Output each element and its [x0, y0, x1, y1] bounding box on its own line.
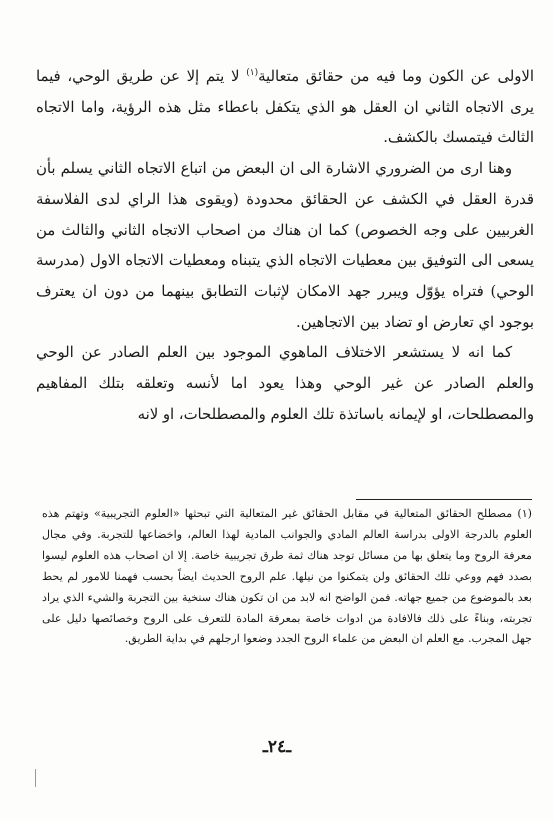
main-text — [36, 62, 534, 430]
paragraph-1-start: الاولى عن الكون وما فيه من حقائق متعالية — [258, 68, 534, 85]
footnote — [42, 504, 532, 650]
paragraph-1 — [36, 62, 534, 154]
paragraph-1-rest: لا يتم إلا عن طريق الوحي، فيما يرى الاتجاه الثاني ان العقل هو الذي يتكفل باعطاء مثل هذه الرؤية، واما الاتجاه الثالث فيتمسك بالكشف. — [36, 68, 534, 147]
paragraph-3: كما انه لا يستشعر الاختلاف الماهوي الموجود بين العلم الصادر عن الوحي والعلم الصادر عن غير الوحي وهذا يعود اما لأنسه وتعلقه بتلك المفاهيم والمصطلحات، او لإيمانه باساتذة تلك العلوم والمصطلحات، او لانه — [36, 344, 534, 423]
page-number: ـ٢٤ـ — [262, 737, 292, 757]
footnote-separator — [356, 499, 532, 500]
paragraph-2: وهنا ارى من الضروري الاشارة الى ان البعض من اتباع الاتجاه الثاني يسلم بأن قدرة العقل في الكشف عن الحقائق محدودة (ويقوى هذا الراي لدى الفلاسفة الغربيين على وجه الخصوص) كما ان هناك من اصحاب الاتجاه الثاني والثالث من يسعى الى التوفيق بين معطيات الاتجاه الذي يتبناه ومعطيات الاتجاه الاول (مدرسة الوحي) فتراه يؤوّل ويبرر جهد الامكان لإثبات التطابق بينهما من دون ان يعترف بوجود اي تعارض او تضاد بين الاتجاهين. — [36, 160, 534, 331]
footnote-text: (١) مصطلح الحقائق المتعالية في مقابل الحقائق غير المتعالية التي تبحثها «العلوم التجريبية» وتهتم هذه العلوم بالدرجة الاولى بدراسة العالم المادي والجوانب المادية لهذا العالم، واخضاعها للتجربة. وفي مجال معرفة الروح وما يتعلق بها من مسائل توجد هناك ثمة طرق تجريبية خاصة. إلا ان اصحاب هذه العلوم ليسوا بصدد فهم ووعي تلك الحقائق ولن يتمكنوا من نيلها. علم الروح الحديث ايضاً بحسب فهمنا للامور لم يحط بعد بالموضوع من جميع جهاته. فمن الواضح انه لابد من ان تكون هناك سنخية بين التجربة والشيء الذي يراد تجربته، وبناءً على ذلك فالافادة من ادوات خاصة بمعرفة المادة للتعرف على الروح وخصائصها دليل على جهل المجرب. مع العلم ان البعض من علماء الروح الجدد وضعوا ارجلهم في بداية الطريق. — [42, 507, 532, 646]
margin-mark — [35, 769, 36, 787]
footnote-reference[interactable]: (١) — [246, 68, 259, 79]
